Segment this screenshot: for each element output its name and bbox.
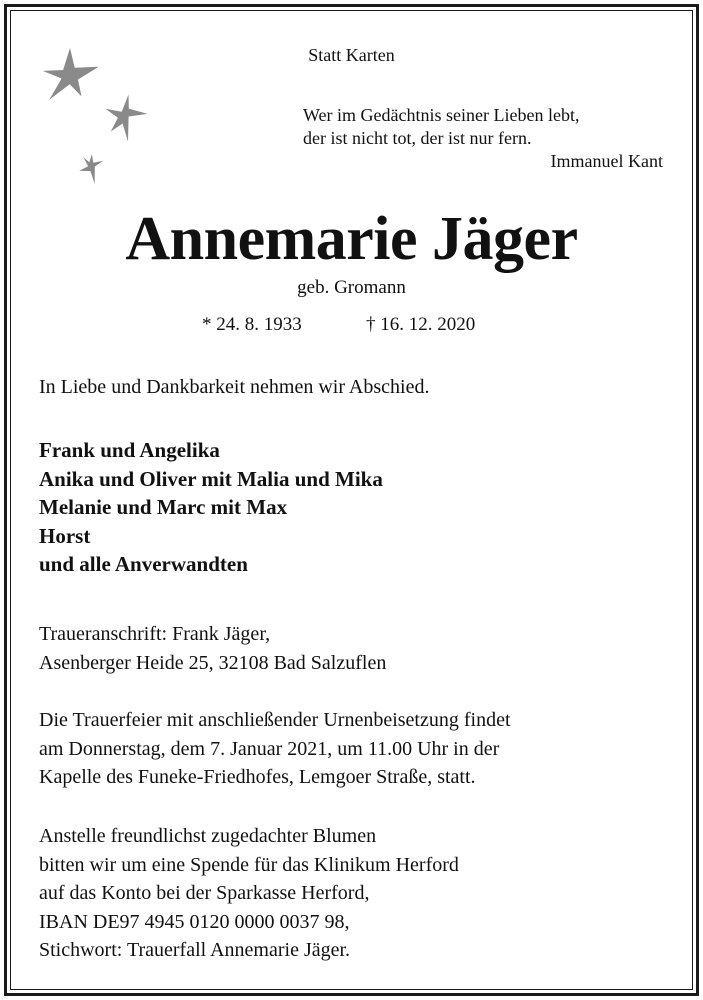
mourning-address (39, 620, 679, 677)
deceased-name: Annemarie Jäger (125, 205, 578, 273)
address-line: Asenberger Heide 25, 32108 Bad Salzuflen (39, 651, 387, 674)
ceremony-line: Die Trauerfeier mit anschließender Urnenbeisetzung findet (39, 709, 511, 731)
address-line: Traueranschrift: Frank Jäger, (39, 623, 271, 645)
donation-info (39, 822, 679, 965)
family-member: Horst (39, 523, 91, 548)
family-list (39, 436, 679, 579)
donation-line: Anstelle freundlichst zugedachter Blumen (39, 825, 377, 847)
star-icon (79, 154, 103, 184)
ceremony-info (39, 706, 679, 792)
quote (303, 104, 663, 173)
quote-line: Wer im Gedächtnis seiner Lieben lebt, (303, 105, 580, 125)
quote-line: der ist nicht tot, der ist nur fern. (303, 128, 532, 148)
birth-date: * 24. 8. 1933 (202, 314, 302, 335)
donation-line: bitten wir um eine Spende für das Klinikum Herford (39, 853, 459, 876)
star-icon (105, 95, 147, 142)
donation-line: auf das Konto bei der Sparkasse Herford, (39, 882, 370, 904)
quote-author: Immanuel Kant (550, 151, 663, 171)
farewell-text: In Liebe und Dankbarkeit nehmen wir Abschied. (39, 376, 430, 398)
donation-line: Stichwort: Trauerfall Annemarie Jäger. (39, 939, 351, 961)
family-member: Melanie und Marc mit Max (39, 495, 288, 519)
family-member: und alle Anverwandten (39, 552, 248, 576)
iban-line: IBAN DE97 4945 0120 0000 0037 98, (39, 910, 350, 933)
family-member: Frank und Angelika (39, 438, 220, 462)
ceremony-line: Kapelle des Funeke-Friedhofes, Lemgoer Straße, statt. (39, 766, 476, 788)
maiden-name: geb. Gromann (297, 277, 406, 298)
ceremony-line: am Donnerstag, dem 7. Januar 2021, um 11.00 Uhr in der (39, 737, 500, 760)
header-note: Statt Karten (308, 45, 395, 65)
death-date: † 16. 12. 2020 (366, 314, 476, 335)
family-member: Anika und Oliver mit Malia und Mika (39, 466, 383, 491)
